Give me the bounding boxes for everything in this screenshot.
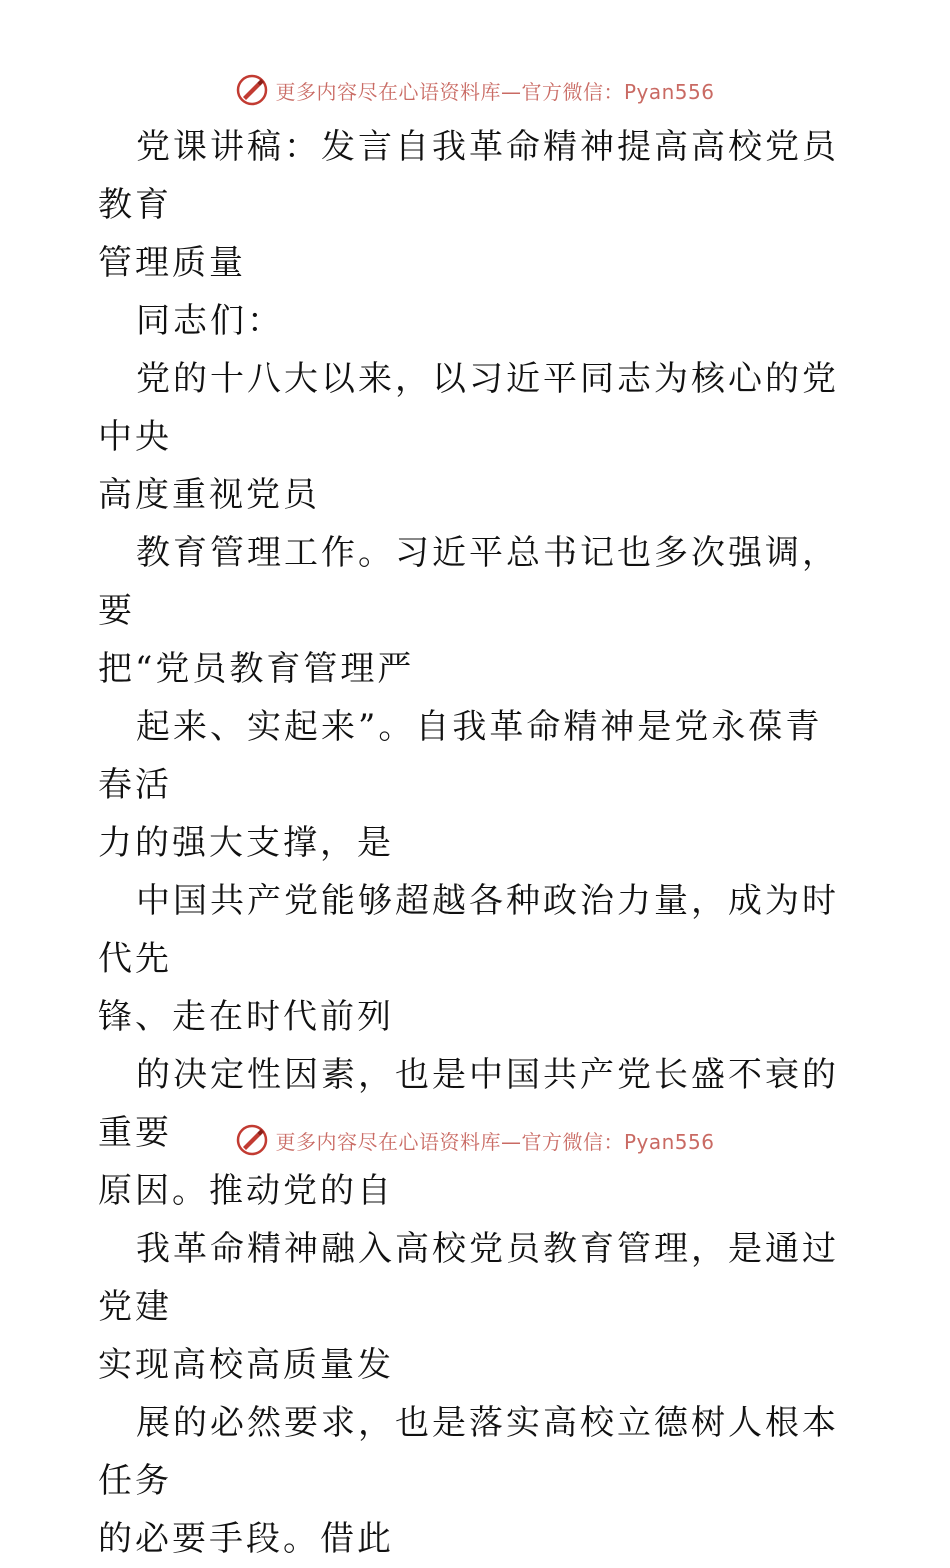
title-line: 党课讲稿：发言自我革命精神提高高校党员教育 xyxy=(98,127,839,225)
footer-banner-text: 更多内容尽在心语资料库—官方微信：Pyan556 xyxy=(275,1129,715,1154)
paragraph-line: 力的强大支撑，是 xyxy=(98,823,394,863)
paragraph-line: 起来、实起来”。自我革命精神是党永葆青春活 xyxy=(98,707,823,805)
paragraph-line: 实现高校高质量发 xyxy=(98,1345,394,1385)
paragraph-line: 高度重视党员 xyxy=(98,475,320,515)
pen-logo-icon xyxy=(235,73,269,107)
salutation xyxy=(98,292,858,350)
paragraph-line: 锋、走在时代前列 xyxy=(98,997,394,1037)
body-paragraph xyxy=(98,698,858,872)
paragraph-line: 把“党员教育管理严 xyxy=(98,649,415,689)
salutation-text: 同志们： xyxy=(136,301,284,341)
paragraph-line: 我革命精神融入高校党员教育管理，是通过党建 xyxy=(98,1229,839,1327)
pen-logo-icon xyxy=(235,1123,269,1157)
paragraph-line: 原因。推动党的自 xyxy=(98,1171,394,1211)
footer-banner xyxy=(0,1120,950,1160)
paragraph-line: 展的必然要求，也是落实高校立德树人根本任务 xyxy=(98,1403,839,1501)
body-paragraph xyxy=(98,1394,858,1568)
paragraph-line: 党的十八大以来，以习近平同志为核心的党中央 xyxy=(98,359,839,457)
body-paragraph xyxy=(98,1220,858,1394)
body-paragraph xyxy=(98,872,858,1046)
title-line: 管理质量 xyxy=(98,243,246,283)
document-title xyxy=(98,118,858,292)
document-body xyxy=(98,118,858,1568)
header-banner xyxy=(0,70,950,110)
paragraph-line: 的必要手段。借此 xyxy=(98,1519,394,1559)
paragraph-line: 教育管理工作。习近平总书记也多次强调，要 xyxy=(98,533,839,631)
body-paragraph xyxy=(98,350,858,524)
body-paragraph xyxy=(98,524,858,698)
header-banner-text: 更多内容尽在心语资料库—官方微信：Pyan556 xyxy=(275,79,715,104)
paragraph-line: 的决定性因素，也是中国共产党长盛不衰的重要 xyxy=(98,1055,839,1153)
paragraph-line: 中国共产党能够超越各种政治力量，成为时代先 xyxy=(98,881,839,979)
